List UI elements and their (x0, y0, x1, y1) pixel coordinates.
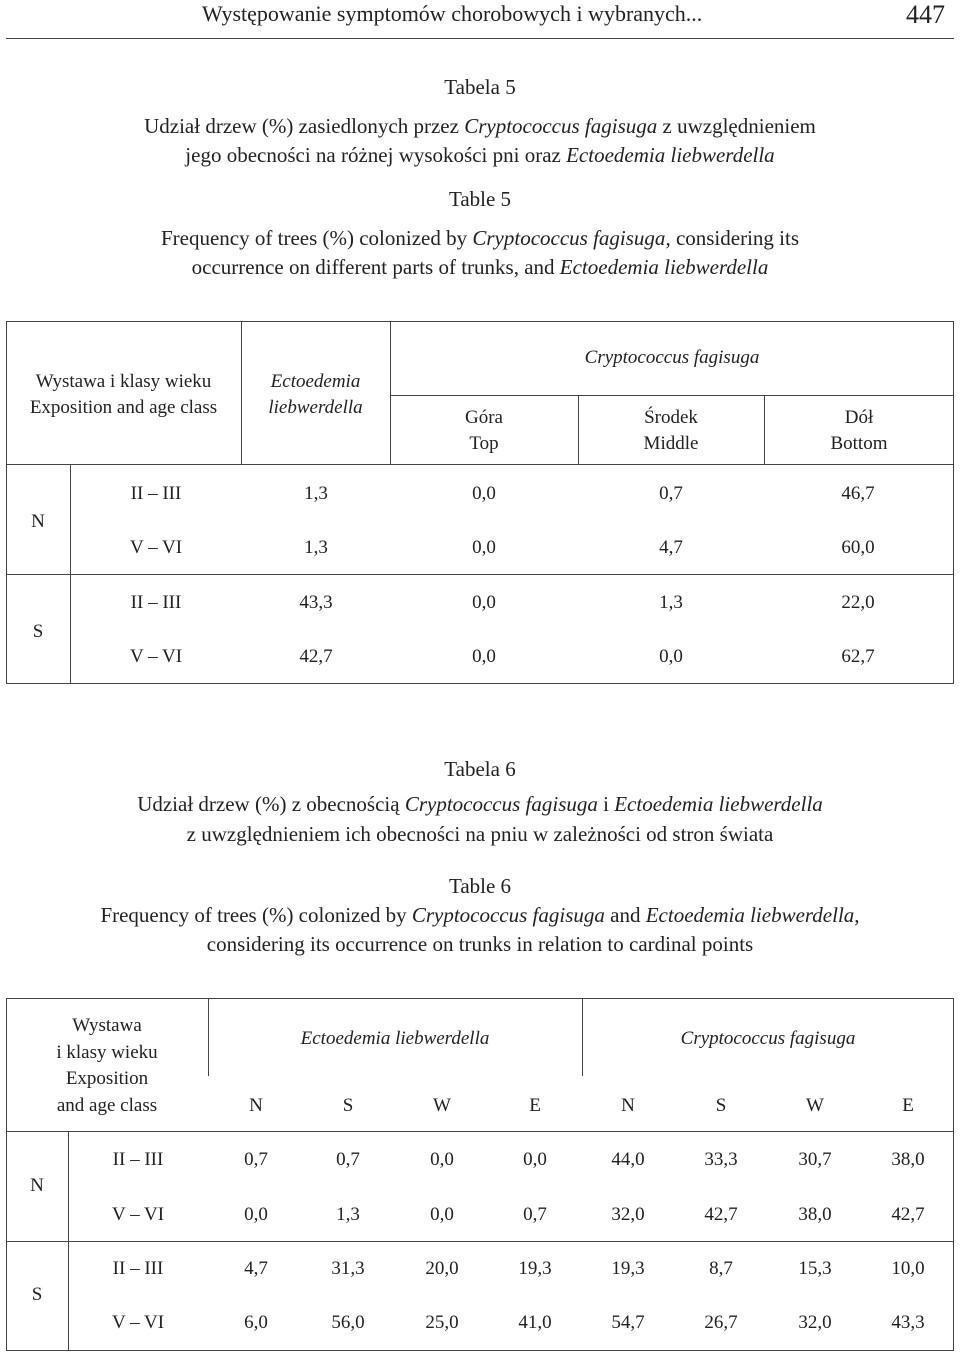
table6-cell: 4,7 (244, 1258, 268, 1279)
table6-cell: 25,0 (425, 1312, 459, 1333)
table6-en-caption-line2: considering its occurrence on trunks in relation to cardinal points (206, 932, 754, 956)
table6-head-dir: S (715, 1095, 727, 1116)
table6-head-dir: N (249, 1095, 263, 1116)
table5-subheader-rule (390, 395, 954, 396)
table6-cell: 31,3 (331, 1258, 365, 1279)
table6-cell-class: II – III (112, 1149, 164, 1170)
table6-head-cryptococcus: Cryptococcus fagisuga (680, 1028, 856, 1049)
table6-head-dir: E (529, 1095, 541, 1116)
table5-en-label: Table 5 (448, 187, 512, 211)
table6-cell: 19,3 (611, 1258, 645, 1279)
table6-header-bottom-rule (6, 1131, 954, 1132)
table5-cell-class: V – VI (129, 646, 183, 667)
table5-cell-class: V – VI (129, 537, 183, 558)
table6-cell: 32,0 (611, 1204, 645, 1225)
table5-cell-top: 0,0 (472, 592, 496, 613)
table6-cell: 56,0 (331, 1312, 365, 1333)
table6-cell: 42,7 (704, 1204, 738, 1225)
table5-head-bottom-en: Bottom (830, 433, 888, 454)
page-number: 447 (906, 0, 945, 29)
table5-head-exposition-en: Exposition and age class (29, 397, 218, 418)
table5-head-bottom-pl: Dół (844, 407, 874, 428)
table6-cell: 0,0 (430, 1149, 454, 1170)
table6-cell: 8,7 (709, 1258, 733, 1279)
table6-cell: 0,0 (244, 1204, 268, 1225)
table6-head-dir: W (806, 1095, 824, 1116)
table6-group-rule (6, 1241, 954, 1242)
table5-cell-top: 0,0 (472, 646, 496, 667)
table6-cell: 43,3 (891, 1312, 925, 1333)
table5-head-top-en: Top (469, 433, 499, 454)
table5-cell-bottom: 60,0 (841, 537, 875, 558)
table6-cell: 0,0 (523, 1149, 547, 1170)
table6-cell: 6,0 (244, 1312, 268, 1333)
table5-cell-bottom: 22,0 (841, 592, 875, 613)
table6-head-klasy-wieku: i klasy wieku (56, 1042, 158, 1063)
table6-head-dir: W (433, 1095, 451, 1116)
table6-head-wystawa: Wystawa (72, 1015, 142, 1036)
table5-head-cryptococcus: Cryptococcus fagisuga (584, 347, 760, 368)
table6-cell: 42,7 (891, 1204, 925, 1225)
table6-cell: 41,0 (518, 1312, 552, 1333)
table6-cell: 19,3 (518, 1258, 552, 1279)
table5-cell-middle: 4,7 (659, 537, 683, 558)
table5-pl-label: Tabela 5 (444, 75, 516, 99)
table6-head-exposition: Exposition (65, 1068, 149, 1089)
table6-cell: 0,0 (430, 1204, 454, 1225)
table6-en-caption-line1: Frequency of trees (%) colonized by Cryptococcus fagisuga and Ectoedemia liebwerdella, (100, 903, 860, 927)
table6-cell: 38,0 (891, 1149, 925, 1170)
table5-cell-top: 0,0 (472, 483, 496, 504)
table5-head-middle-pl: Środek (644, 407, 698, 428)
table6-cell-class: V – VI (111, 1204, 165, 1225)
table5-pl-caption-line1: Udział drzew (%) zasiedlonych przez Cryptococcus fagisuga z uwzględnieniem (144, 114, 816, 138)
table5-cell-top: 0,0 (472, 537, 496, 558)
table6-col-rule (68, 1131, 69, 1351)
table5-cell-middle: 1,3 (659, 592, 683, 613)
table6-cell: 15,3 (798, 1258, 832, 1279)
table6-cell-class: II – III (112, 1258, 164, 1279)
table6-cell: 33,3 (704, 1149, 738, 1170)
table6-cell: 32,0 (798, 1312, 832, 1333)
table5-exposition-N: N (31, 511, 45, 532)
table6-cell: 0,7 (523, 1204, 547, 1225)
table6-cell: 44,0 (611, 1149, 645, 1170)
table5-head-ectoedemia: Ectoedemia (270, 371, 361, 392)
table5-cell-ecto: 43,3 (299, 592, 333, 613)
table6-cell: 38,0 (798, 1204, 832, 1225)
table5-group-rule (6, 574, 954, 575)
table6-en-label: Table 6 (448, 874, 512, 898)
header-rule (6, 38, 954, 39)
table6-cell: 26,7 (704, 1312, 738, 1333)
table6-head-dir: N (621, 1095, 635, 1116)
table5-cell-middle: 0,0 (659, 646, 683, 667)
table6-head-age-class: and age class (56, 1095, 158, 1116)
table6-head-dir: S (342, 1095, 354, 1116)
table6-cell-class: V – VI (111, 1312, 165, 1333)
table5-cell-ecto: 1,3 (304, 483, 328, 504)
table6-pl-label: Tabela 6 (444, 757, 516, 781)
table5-cell-bottom: 46,7 (841, 483, 875, 504)
table5-cell-middle: 0,7 (659, 483, 683, 504)
table5-cell-bottom: 62,7 (841, 646, 875, 667)
table5-col-rule (70, 464, 71, 684)
table6-pl-caption-line2: z uwzględnieniem ich obecności na pniu w zależności od stron świata (186, 822, 774, 846)
table5-cell-ecto: 1,3 (304, 537, 328, 558)
table6-cell: 0,7 (336, 1149, 360, 1170)
table6-exposition-S: S (31, 1284, 43, 1305)
running-header-title: Występowanie symptomów chorobowych i wybranych... (202, 1, 703, 26)
table5-head-exposition-pl: Wystawa i klasy wieku (35, 371, 212, 392)
table5-cell-class: II – III (130, 483, 182, 504)
table6-cell: 1,3 (336, 1204, 360, 1225)
table6-cell: 20,0 (425, 1258, 459, 1279)
table5-en-caption-line2: occurrence on different parts of trunks, and Ectoedemia liebwerdella (191, 255, 769, 279)
table6-pl-caption-line1: Udział drzew (%) z obecnością Cryptococcus fagisuga i Ectoedemia liebwerdella (137, 792, 823, 816)
table6-cell: 30,7 (798, 1149, 832, 1170)
table5-head-middle-en: Middle (643, 433, 699, 454)
table5-header-bottom-rule (6, 464, 954, 465)
table6-exposition-N: N (30, 1175, 44, 1196)
table5-cell-class: II – III (130, 592, 182, 613)
table5-head-top-pl: Góra (465, 407, 503, 428)
table6-head-dir: E (902, 1095, 914, 1116)
table5-cell-ecto: 42,7 (299, 646, 333, 667)
table5-head-liebwerdella: liebwerdella (268, 397, 363, 418)
table6-head-ectoedemia: Ectoedemia liebwerdella (300, 1028, 490, 1049)
table6-cell: 0,7 (244, 1149, 268, 1170)
table6-cell: 54,7 (611, 1312, 645, 1333)
table5-en-caption-line1: Frequency of trees (%) colonized by Cryptococcus fagisuga, considering its (160, 226, 800, 250)
table5-pl-caption-line2: jego obecności na różnej wysokości pni oraz Ectoedemia liebwerdella (185, 143, 775, 167)
table6-cell: 10,0 (891, 1258, 925, 1279)
table5-exposition-S: S (32, 621, 44, 642)
